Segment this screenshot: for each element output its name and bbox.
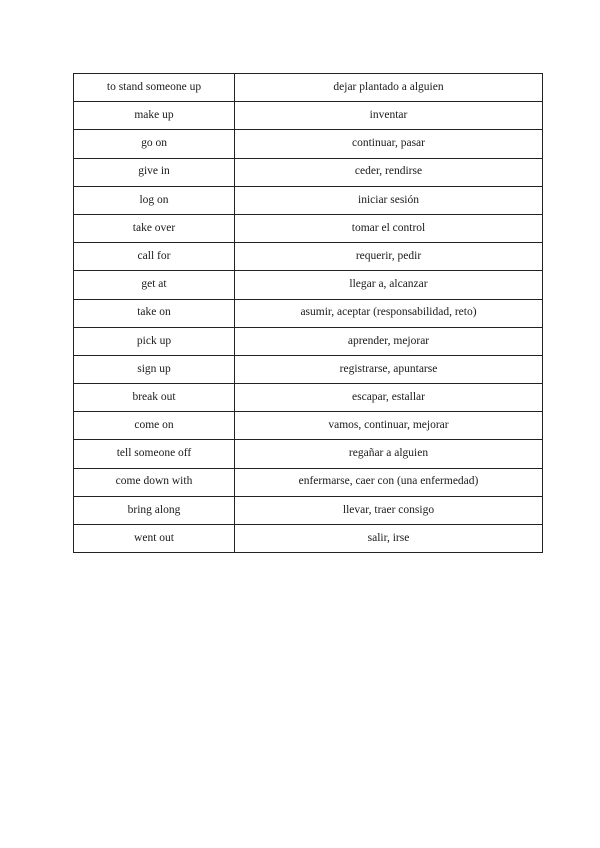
english-phrase-cell: make up — [74, 102, 235, 130]
english-phrase-cell: break out — [74, 384, 235, 412]
english-phrase-cell: take on — [74, 299, 235, 327]
english-phrase-cell: sign up — [74, 355, 235, 383]
table-row — [74, 440, 543, 468]
spanish-translation-cell: asumir, aceptar (responsabilidad, reto) — [235, 299, 543, 327]
table-row — [74, 327, 543, 355]
english-phrase-cell: come on — [74, 412, 235, 440]
table-row — [74, 130, 543, 158]
english-phrase-cell: to stand someone up — [74, 74, 235, 102]
vocabulary-table — [73, 73, 543, 553]
english-phrase-cell: bring along — [74, 496, 235, 524]
english-phrase-cell: go on — [74, 130, 235, 158]
spanish-translation-cell: requerir, pedir — [235, 243, 543, 271]
vocabulary-table-body — [74, 74, 543, 553]
spanish-translation-cell: llevar, traer consigo — [235, 496, 543, 524]
english-phrase-cell: come down with — [74, 468, 235, 496]
english-phrase-cell: call for — [74, 243, 235, 271]
spanish-translation-cell: aprender, mejorar — [235, 327, 543, 355]
spanish-translation-cell: tomar el control — [235, 214, 543, 242]
english-phrase-cell: give in — [74, 158, 235, 186]
table-row — [74, 74, 543, 102]
spanish-translation-cell: vamos, continuar, mejorar — [235, 412, 543, 440]
english-phrase-cell: log on — [74, 186, 235, 214]
english-phrase-cell: tell someone off — [74, 440, 235, 468]
table-row — [74, 299, 543, 327]
spanish-translation-cell: enfermarse, caer con (una enfermedad) — [235, 468, 543, 496]
english-phrase-cell: get at — [74, 271, 235, 299]
table-row — [74, 271, 543, 299]
english-phrase-cell: take over — [74, 214, 235, 242]
english-phrase-cell: went out — [74, 525, 235, 553]
table-row — [74, 243, 543, 271]
spanish-translation-cell: continuar, pasar — [235, 130, 543, 158]
spanish-translation-cell: llegar a, alcanzar — [235, 271, 543, 299]
spanish-translation-cell: escapar, estallar — [235, 384, 543, 412]
table-row — [74, 412, 543, 440]
spanish-translation-cell: registrarse, apuntarse — [235, 355, 543, 383]
table-row — [74, 186, 543, 214]
table-row — [74, 525, 543, 553]
table-row — [74, 355, 543, 383]
spanish-translation-cell: iniciar sesión — [235, 186, 543, 214]
english-phrase-cell: pick up — [74, 327, 235, 355]
table-row — [74, 496, 543, 524]
spanish-translation-cell: inventar — [235, 102, 543, 130]
spanish-translation-cell: salir, irse — [235, 525, 543, 553]
table-row — [74, 384, 543, 412]
table-row — [74, 102, 543, 130]
table-row — [74, 158, 543, 186]
spanish-translation-cell: dejar plantado a alguien — [235, 74, 543, 102]
spanish-translation-cell: ceder, rendirse — [235, 158, 543, 186]
table-row — [74, 214, 543, 242]
spanish-translation-cell: regañar a alguien — [235, 440, 543, 468]
table-row — [74, 468, 543, 496]
